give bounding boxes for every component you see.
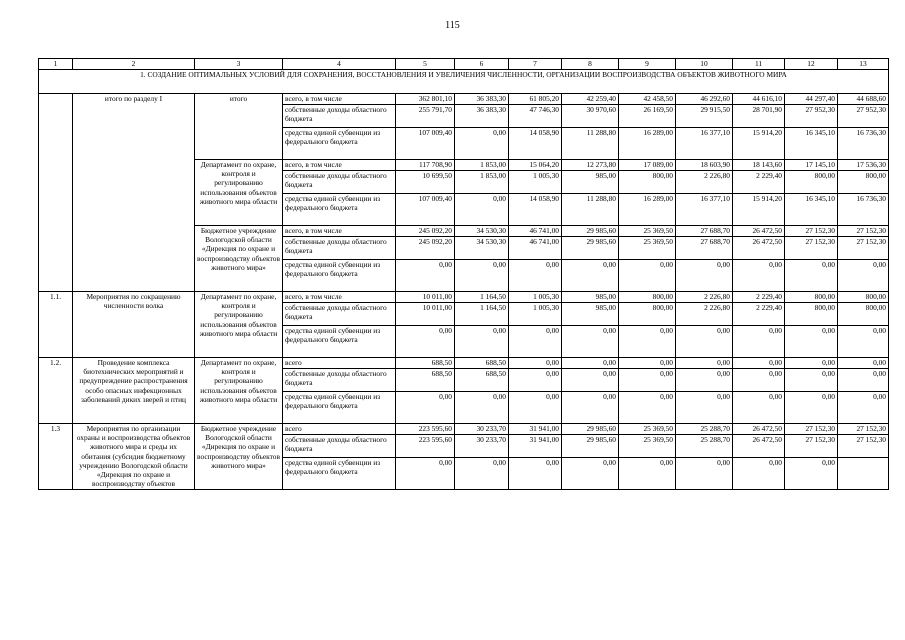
amount-cell: 0,00	[455, 458, 509, 490]
amount-cell: 46 292,60	[676, 94, 733, 105]
funding-source: всего, в том числе	[283, 160, 396, 171]
measure-name: Мероприятия по организации охраны и воспроизводства объектов животного мира и среды их обитания (субсидия бюджетному учреждению Вологодской области «Дирекция по охране и воспроизводству объектов	[73, 424, 195, 490]
column-header: 7	[509, 59, 562, 70]
amount-cell: 29 985,60	[562, 237, 619, 260]
amount-cell: 29 985,60	[562, 424, 619, 435]
amount-cell: 0,00	[676, 392, 733, 424]
amount-cell: 0,00	[562, 458, 619, 490]
amount-cell: 11 288,80	[562, 194, 619, 226]
amount-cell: 255 791,70	[396, 105, 455, 128]
amount-cell: 30 233,70	[455, 424, 509, 435]
amount-cell: 0,00	[455, 260, 509, 292]
column-header: 5	[396, 59, 455, 70]
amount-cell: 16 377,10	[676, 194, 733, 226]
amount-cell: 17 536,30	[838, 160, 889, 171]
amount-cell: 42 259,40	[562, 94, 619, 105]
amount-cell: 0,00	[676, 369, 733, 392]
amount-cell: 0,00	[455, 128, 509, 160]
amount-cell: 688,50	[396, 358, 455, 369]
executor-name: Департамент по охране, контроля и регулированию использования объектов животного мира области	[195, 358, 283, 424]
amount-cell: 2 229,40	[733, 303, 785, 326]
amount-cell: 1 853,00	[455, 160, 509, 171]
amount-cell: 800,00	[619, 303, 676, 326]
amount-cell: 245 092,20	[396, 237, 455, 260]
table-row	[39, 358, 889, 369]
amount-cell: 107 009,40	[396, 194, 455, 226]
column-header: 8	[562, 59, 619, 70]
amount-cell: 0,00	[785, 326, 838, 358]
amount-cell: 27 688,70	[676, 237, 733, 260]
amount-cell: 27 152,30	[838, 237, 889, 260]
amount-cell: 31 941,00	[509, 424, 562, 435]
amount-cell: 0,00	[733, 358, 785, 369]
amount-cell: 27 152,30	[785, 435, 838, 458]
amount-cell: 0,00	[509, 326, 562, 358]
amount-cell: 34 530,30	[455, 237, 509, 260]
executor-name: Департамент по охране, контроля и регулированию использования объектов животного мира области	[195, 160, 283, 226]
amount-cell: 2 226,80	[676, 303, 733, 326]
page-number: 115	[445, 20, 460, 31]
amount-cell: 2 229,40	[733, 171, 785, 194]
amount-cell: 107 009,40	[396, 128, 455, 160]
amount-cell: 29 915,50	[676, 105, 733, 128]
amount-cell: 2 226,80	[676, 292, 733, 303]
amount-cell: 44 297,40	[785, 94, 838, 105]
amount-cell: 26 472,50	[733, 237, 785, 260]
amount-cell: 0,00	[785, 260, 838, 292]
amount-cell: 26 472,50	[733, 435, 785, 458]
amount-cell: 800,00	[838, 292, 889, 303]
amount-cell: 27 152,30	[838, 226, 889, 237]
amount-cell: 0,00	[838, 392, 889, 424]
funding-source: всего, в том числе	[283, 226, 396, 237]
measure-name: Проведение комплекса биотехнических мероприятий и предупреждение распространения особо опасных инфекционных заболеваний диких зверей и птиц	[73, 358, 195, 424]
amount-cell: 17 145,10	[785, 160, 838, 171]
column-header-row	[39, 59, 889, 70]
amount-cell: 0,00	[676, 358, 733, 369]
amount-cell: 25 369,50	[619, 424, 676, 435]
executor-name: Бюджетное учреждение Вологодской области «Дирекция по охране и воспроизводству объектов животного мира»	[195, 424, 283, 490]
amount-cell: 0,00	[455, 392, 509, 424]
amount-cell: 15 914,20	[733, 128, 785, 160]
amount-cell	[838, 458, 889, 490]
measure-name: Мероприятия по сокращению численности волка	[73, 292, 195, 358]
amount-cell: 0,00	[455, 194, 509, 226]
amount-cell: 10 011,00	[396, 292, 455, 303]
budget-table	[38, 58, 889, 490]
amount-cell: 16 345,10	[785, 128, 838, 160]
amount-cell: 0,00	[562, 358, 619, 369]
amount-cell: 0,00	[838, 326, 889, 358]
amount-cell: 688,50	[455, 358, 509, 369]
measure-name: итого по разделу I	[73, 94, 195, 292]
amount-cell: 1 005,30	[509, 171, 562, 194]
amount-cell: 44 616,10	[733, 94, 785, 105]
amount-cell: 0,00	[733, 392, 785, 424]
amount-cell: 36 383,30	[455, 105, 509, 128]
amount-cell: 1 853,00	[455, 171, 509, 194]
amount-cell: 16 289,00	[619, 128, 676, 160]
amount-cell: 26 169,50	[619, 105, 676, 128]
funding-source: средства единой субвенции из федерального бюджета	[283, 326, 396, 358]
amount-cell: 27 152,30	[785, 226, 838, 237]
funding-source: всего	[283, 358, 396, 369]
column-header: 9	[619, 59, 676, 70]
funding-source: средства единой субвенции из федерального бюджета	[283, 194, 396, 226]
funding-source: всего	[283, 424, 396, 435]
amount-cell: 0,00	[619, 326, 676, 358]
amount-cell: 0,00	[676, 458, 733, 490]
amount-cell: 16 345,10	[785, 194, 838, 226]
amount-cell: 0,00	[676, 260, 733, 292]
section-title-row	[39, 70, 889, 94]
executor-name: Департамент по охране, контроля и регулированию использования объектов животного мира области	[195, 292, 283, 358]
amount-cell: 46 741,00	[509, 226, 562, 237]
amount-cell: 0,00	[509, 260, 562, 292]
amount-cell: 800,00	[838, 171, 889, 194]
amount-cell: 800,00	[619, 292, 676, 303]
table-row	[39, 94, 889, 105]
funding-source: собственные доходы областного бюджета	[283, 303, 396, 326]
amount-cell: 0,00	[733, 260, 785, 292]
funding-source: собственные доходы областного бюджета	[283, 237, 396, 260]
amount-cell: 34 530,30	[455, 226, 509, 237]
amount-cell: 0,00	[785, 358, 838, 369]
row-number: 1.1.	[39, 292, 73, 358]
amount-cell: 1 164,50	[455, 303, 509, 326]
amount-cell: 985,00	[562, 292, 619, 303]
table-row	[39, 292, 889, 303]
amount-cell: 0,00	[619, 369, 676, 392]
amount-cell: 2 229,40	[733, 292, 785, 303]
amount-cell: 27 952,30	[785, 105, 838, 128]
amount-cell: 0,00	[562, 260, 619, 292]
amount-cell: 800,00	[785, 292, 838, 303]
amount-cell: 18 143,60	[733, 160, 785, 171]
amount-cell: 0,00	[733, 458, 785, 490]
amount-cell: 800,00	[785, 303, 838, 326]
amount-cell: 800,00	[838, 303, 889, 326]
amount-cell: 27 688,70	[676, 226, 733, 237]
funding-source: средства единой субвенции из федерального бюджета	[283, 392, 396, 424]
amount-cell: 46 741,00	[509, 237, 562, 260]
amount-cell: 18 603,90	[676, 160, 733, 171]
amount-cell: 0,00	[838, 358, 889, 369]
amount-cell: 1 005,30	[509, 303, 562, 326]
amount-cell: 27 152,30	[838, 435, 889, 458]
amount-cell: 245 092,20	[396, 226, 455, 237]
amount-cell: 16 736,30	[838, 128, 889, 160]
amount-cell: 0,00	[619, 458, 676, 490]
column-header: 2	[73, 59, 195, 70]
column-header: 13	[838, 59, 889, 70]
table-body	[39, 59, 889, 490]
row-number	[39, 94, 73, 292]
amount-cell: 0,00	[455, 326, 509, 358]
funding-source: всего, в том числе	[283, 292, 396, 303]
amount-cell: 14 058,90	[509, 194, 562, 226]
column-header: 11	[733, 59, 785, 70]
amount-cell: 47 746,30	[509, 105, 562, 128]
executor-name: итого	[195, 94, 283, 160]
amount-cell: 0,00	[785, 369, 838, 392]
amount-cell: 10 699,50	[396, 171, 455, 194]
amount-cell: 223 595,60	[396, 435, 455, 458]
row-number: 1.2.	[39, 358, 73, 424]
amount-cell: 26 472,50	[733, 226, 785, 237]
funding-source: средства единой субвенции из федерального бюджета	[283, 128, 396, 160]
amount-cell: 0,00	[396, 260, 455, 292]
amount-cell: 25 288,70	[676, 435, 733, 458]
amount-cell: 28 701,90	[733, 105, 785, 128]
amount-cell: 1 164,50	[455, 292, 509, 303]
amount-cell: 27 152,30	[838, 424, 889, 435]
amount-cell: 25 369,50	[619, 226, 676, 237]
funding-source: средства единой субвенции из федерального бюджета	[283, 260, 396, 292]
amount-cell: 0,00	[562, 369, 619, 392]
amount-cell: 12 273,80	[562, 160, 619, 171]
amount-cell: 117 708,90	[396, 160, 455, 171]
amount-cell: 688,50	[396, 369, 455, 392]
column-header: 12	[785, 59, 838, 70]
amount-cell: 30 233,70	[455, 435, 509, 458]
amount-cell: 0,00	[562, 392, 619, 424]
amount-cell: 362 801,10	[396, 94, 455, 105]
amount-cell: 985,00	[562, 303, 619, 326]
amount-cell: 0,00	[396, 326, 455, 358]
amount-cell: 27 152,30	[785, 237, 838, 260]
amount-cell: 0,00	[562, 326, 619, 358]
table-row	[39, 424, 889, 435]
amount-cell: 15 914,20	[733, 194, 785, 226]
amount-cell: 0,00	[785, 392, 838, 424]
funding-source: собственные доходы областного бюджета	[283, 435, 396, 458]
amount-cell: 800,00	[785, 171, 838, 194]
amount-cell: 27 152,30	[785, 424, 838, 435]
amount-cell: 0,00	[509, 392, 562, 424]
row-number: 1.3	[39, 424, 73, 490]
column-header: 1	[39, 59, 73, 70]
amount-cell: 0,00	[509, 358, 562, 369]
funding-source: средства единой субвенции из федерального бюджета	[283, 458, 396, 490]
amount-cell: 1 005,30	[509, 292, 562, 303]
amount-cell: 25 369,50	[619, 237, 676, 260]
amount-cell: 985,00	[562, 171, 619, 194]
section-title: 1. СОЗДАНИЕ ОПТИМАЛЬНЫХ УСЛОВИЙ ДЛЯ СОХРАНЕНИЯ, ВОССТАНОВЛЕНИЯ И УВЕЛИЧЕНИЯ ЧИСЛЕННОСТИ, ОРГАНИЗАЦИИ ВОСПРОИЗВОДСТВА ОБЪЕКТОВ ЖИВОТНОГО МИРА	[39, 70, 889, 94]
column-header: 4	[283, 59, 396, 70]
column-header: 3	[195, 59, 283, 70]
amount-cell: 44 688,60	[838, 94, 889, 105]
amount-cell: 25 369,50	[619, 435, 676, 458]
amount-cell: 17 089,00	[619, 160, 676, 171]
amount-cell: 0,00	[733, 326, 785, 358]
amount-cell: 0,00	[396, 392, 455, 424]
funding-source: собственные доходы областного бюджета	[283, 369, 396, 392]
amount-cell: 0,00	[733, 369, 785, 392]
amount-cell: 2 226,80	[676, 171, 733, 194]
amount-cell: 29 985,60	[562, 226, 619, 237]
amount-cell: 31 941,00	[509, 435, 562, 458]
executor-name: Бюджетное учреждение Вологодской области «Дирекция по охране и воспроизводству объектов животного мира»	[195, 226, 283, 292]
amount-cell: 0,00	[838, 369, 889, 392]
amount-cell: 0,00	[676, 326, 733, 358]
amount-cell: 15 064,20	[509, 160, 562, 171]
amount-cell: 16 289,00	[619, 194, 676, 226]
amount-cell: 16 736,30	[838, 194, 889, 226]
amount-cell: 36 383,30	[455, 94, 509, 105]
column-header: 6	[455, 59, 509, 70]
amount-cell: 0,00	[619, 260, 676, 292]
funding-source: собственные доходы областного бюджета	[283, 171, 396, 194]
funding-source: собственные доходы областного бюджета	[283, 105, 396, 128]
amount-cell: 0,00	[785, 458, 838, 490]
amount-cell: 688,50	[455, 369, 509, 392]
amount-cell: 26 472,50	[733, 424, 785, 435]
column-header: 10	[676, 59, 733, 70]
amount-cell: 29 985,60	[562, 435, 619, 458]
amount-cell: 27 952,30	[838, 105, 889, 128]
amount-cell: 0,00	[396, 458, 455, 490]
amount-cell: 0,00	[619, 358, 676, 369]
amount-cell: 223 595,60	[396, 424, 455, 435]
amount-cell: 0,00	[509, 458, 562, 490]
amount-cell: 61 805,20	[509, 94, 562, 105]
amount-cell: 11 288,80	[562, 128, 619, 160]
amount-cell: 0,00	[509, 369, 562, 392]
amount-cell: 0,00	[838, 260, 889, 292]
funding-source: всего, в том числе	[283, 94, 396, 105]
amount-cell: 16 377,10	[676, 128, 733, 160]
amount-cell: 42 458,50	[619, 94, 676, 105]
amount-cell: 30 970,60	[562, 105, 619, 128]
amount-cell: 14 058,90	[509, 128, 562, 160]
amount-cell: 800,00	[619, 171, 676, 194]
amount-cell: 10 011,00	[396, 303, 455, 326]
amount-cell: 25 288,70	[676, 424, 733, 435]
amount-cell: 0,00	[619, 392, 676, 424]
